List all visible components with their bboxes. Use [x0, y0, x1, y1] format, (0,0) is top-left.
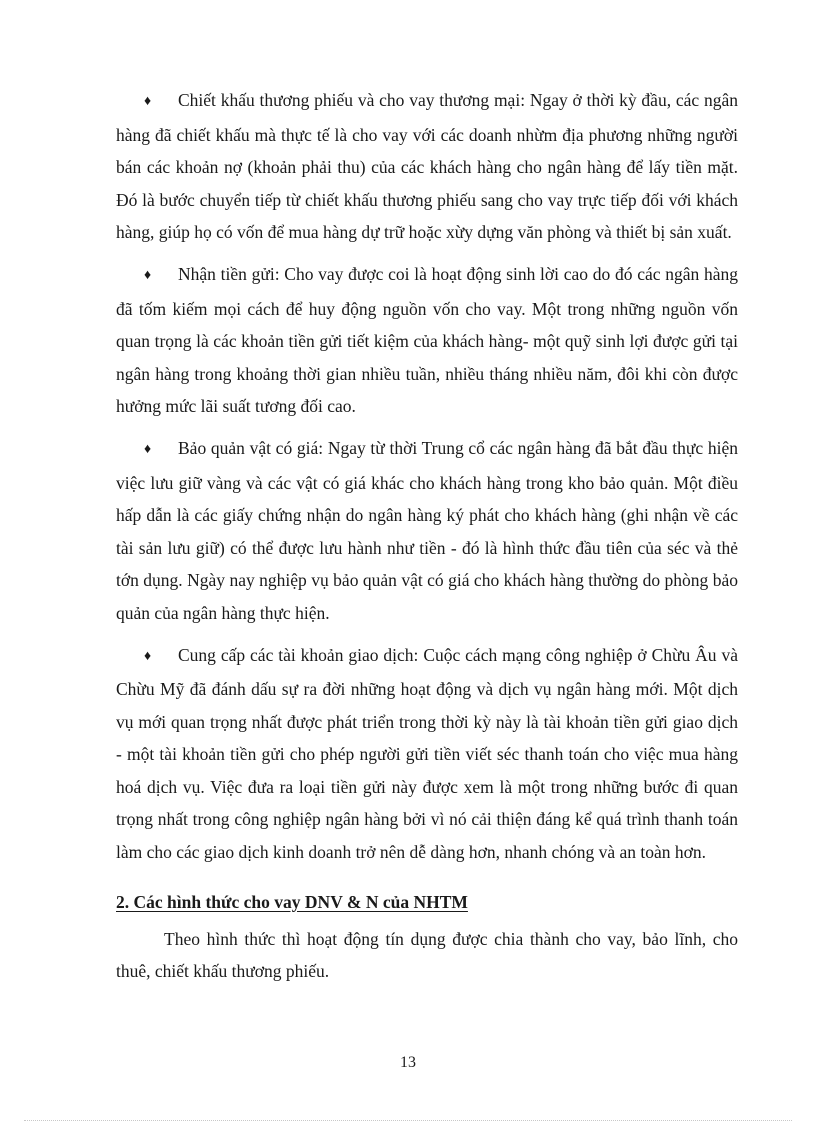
paragraph-text: Nhận tiền gửi: Cho vay được coi là hoạt động sinh lời cao do đó các ngân hàng đã tốm kiếm mọi cách để huy động nguồn vốn cho vay. Một trong những nguồn vốn quan trọng là các khoản tiền gửi tiết kiệm của khách hàng- một quỹ sinh lợi được gửi tại ngân hàng trong khoảng thời gian nhiều tuần, nhiều tháng nhiều năm, đôi khi còn được hưởng mức lãi suất tương đối cao.	[116, 263, 738, 417]
diamond-bullet-icon: ♦	[144, 441, 152, 457]
bullet-paragraph-transaction-accounts	[116, 639, 738, 869]
diamond-bullet-icon: ♦	[144, 648, 152, 664]
bullet-paragraph-deposits	[116, 258, 738, 423]
footer-divider	[24, 1120, 792, 1121]
page-content	[116, 84, 738, 988]
bullet-paragraph-discounting	[116, 84, 738, 249]
page-number: 13	[400, 1054, 416, 1071]
section-heading: 2. Các hình thức cho vay DNV & N của NHTM	[116, 891, 468, 912]
paragraph-text: Bảo quản vật có giá: Ngay từ thời Trung cổ các ngân hàng đã bắt đầu thực hiện việc lưu giữ vàng và các vật có giá khác cho khách hàng trong kho bảo quản. Một điều hấp dẫn là các giấy chứng nhận do ngân hàng ký phát cho khách hàng (ghi nhận về các tài sản lưu giữ) có thể được lưu hành như tiền - đó là hình thức đầu tiên của séc và thẻ tớn dụng. Ngày nay nghiệp vụ bảo quản vật có giá cho khách hàng thường do phòng bảo quản của ngân hàng thực hiện.	[116, 437, 738, 623]
bullet-paragraph-safekeeping	[116, 432, 738, 630]
section-paragraph: Theo hình thức thì hoạt động tín dụng được chia thành cho vay, bảo lĩnh, cho thuê, chiết khấu thương phiếu.	[116, 928, 738, 982]
paragraph-text: Chiết khấu thương phiếu và cho vay thương mại: Ngay ở thời kỳ đầu, các ngân hàng đã chiết khấu mà thực tế là cho vay với các doanh nhừm địa phương những người bán các khoản nợ (khoản phải thu) của các khách hàng cho ngân hàng để lấy tiền mặt. Đó là bước chuyển tiếp từ chiết khấu thương phiếu sang cho vay trực tiếp đối với khách hàng, giúp họ có vốn để mua hàng dự trữ hoặc xừy dựng văn phòng và thiết bị sản xuất.	[116, 90, 738, 243]
diamond-bullet-icon: ♦	[144, 267, 152, 283]
paragraph-text: Cung cấp các tài khoản giao dịch: Cuộc cách mạng công nghiệp ở Chừu Âu và Chừu Mỹ đã đánh dấu sự ra đời những hoạt động và dịch vụ ngân hàng mới. Một dịch vụ mới quan trọng nhất được phát triển trong thời kỳ này là tài khoản tiền gửi giao dịch - một tài khoản tiền gửi cho phép người gửi tiền viết séc thanh toán cho việc mua hàng hoá dịch vụ. Việc đưa ra loại tiền gửi này được xem là một trong những bước đi quan trọng nhất trong công nghiệp ngân hàng bởi vì nó cải thiện đáng kể quá trình thanh toán làm cho các giao dịch kinh doanh trở nên dễ dàng hơn, nhanh chóng và an toàn hơn.	[116, 644, 738, 863]
diamond-bullet-icon: ♦	[144, 94, 152, 109]
